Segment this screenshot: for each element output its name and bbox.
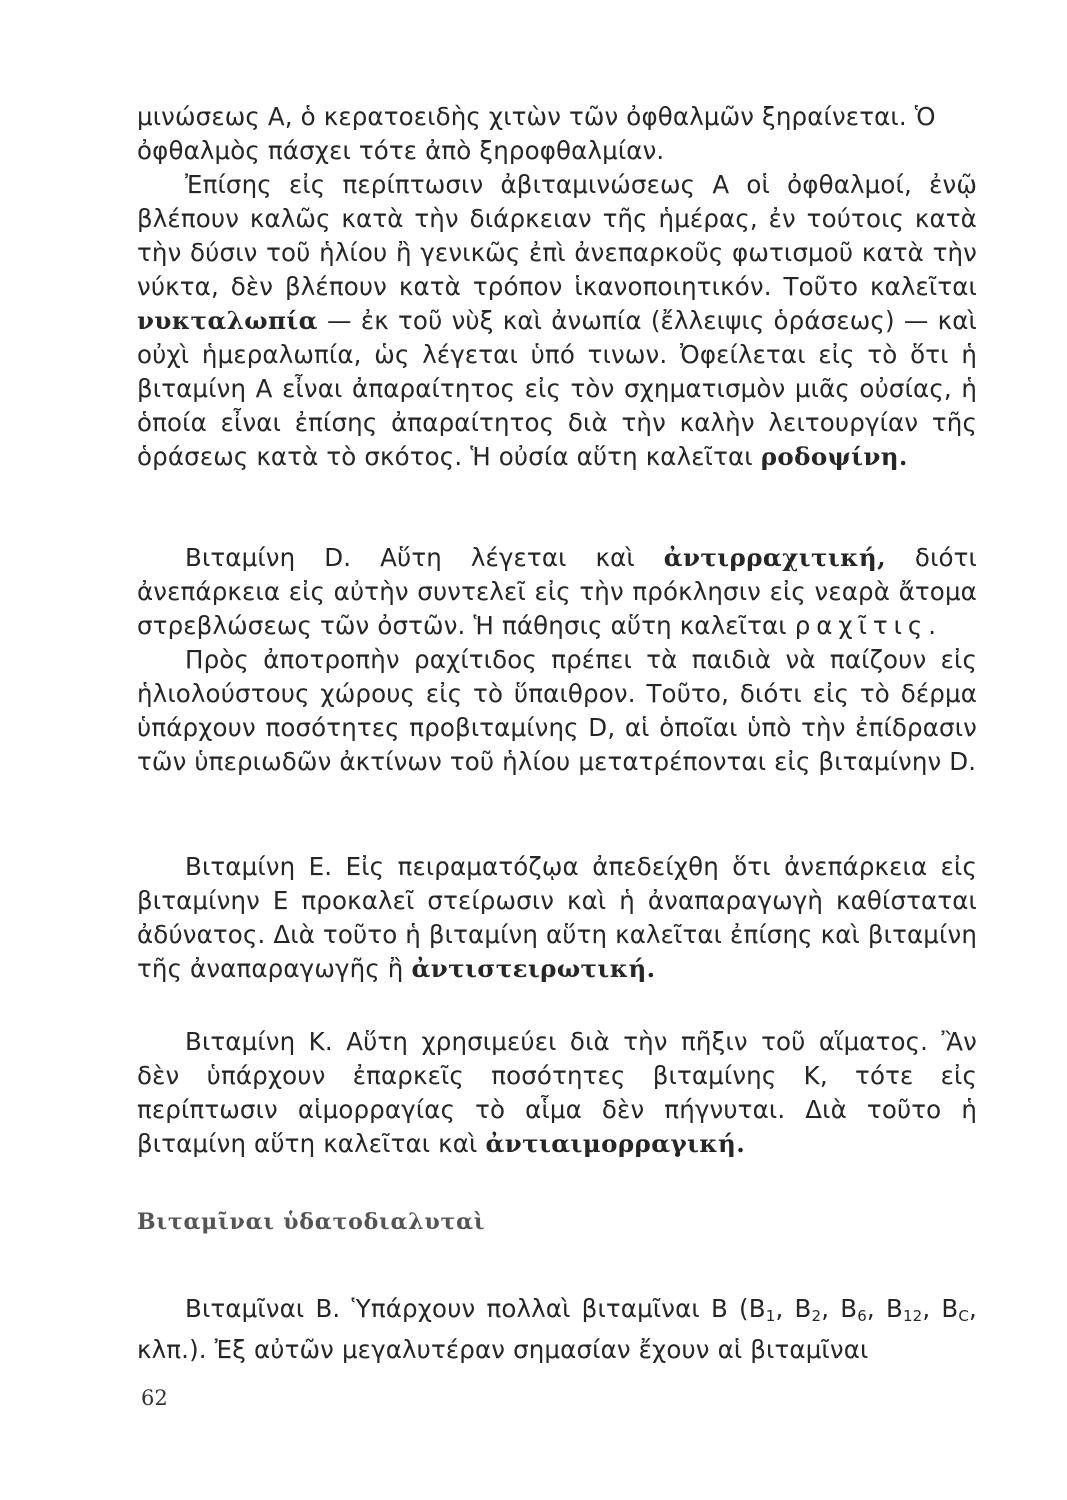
- paragraph-vitamin-d: Βιταμίνη D. Αὕτη λέγεται καὶ ἀντιρραχιτική, διότι ἀνεπάρκεια εἰς αὐτὴν συντελεῖ εἰς τὴν πρόκλησιν εἰς νεαρὰ ἄτομα στρεβλώσεως τῶν ὀστῶν. Ἡ πάθησις αὕτη καλεῖται ραχῖτις. Πρὸς ἀποτροπὴν ραχίτιδος πρέπει τὰ παιδιὰ νὰ παίζουν εἰς ἡλιολούστους χώρους εἰς τὸ ὕπαιθρον. Τοῦτο, διότι εἰς τὸ δέρμα ὑπάρχουν ποσότητες προβιταμίνης D, αἱ ὁποῖαι ὑπὸ τὴν ἐπίδρασιν τῶν ὑπεριωδῶν ἀκτίνων τοῦ ἡλίου μετατρέπονται εἰς βιταμίνην D.: [137, 543, 977, 776]
- page-number: 62: [141, 1386, 168, 1410]
- term-rachitis: ραχῖτις.: [794, 611, 943, 640]
- term-nyktalopia: νυκταλωπία: [137, 306, 318, 335]
- paragraph-vitamin-e: Βιταμίνη Ε. Εἰς πειραματόζῳα ἀπεδείχθη ὅτι ἀνεπάρκεια εἰς βιταμίνην Ε προκαλεῖ στείρωσιν καὶ ἡ ἀναπαραγωγὴ καθίσταται ἀδύνατος. Διὰ τοῦτο ἡ βιταμίνη αὕτη καλεῖται ἐπίσης καὶ βιταμίνη τῆς ἀναπαραγωγῆς ἢ ἀντιστειρωτική.: [137, 852, 977, 983]
- term-antihemorrhagic: ἀντιαιμορραγική.: [485, 1129, 746, 1158]
- paragraph-night-dryness: μινώσεως Α, ὁ κερατοειδὴς χιτὼν τῶν ὀφθαλμῶν ξηραίνεται. Ὁ ὀφθαλμὸς πάσχει τότε ἀπὸ ξηροφθαλμίαν. Ἐπίσης εἰς περίπτωσιν ἀβιταμινώσεως Α οἱ ὀφθαλμοί, ἐνῷ βλέπουν καλῶς κατὰ τὴν διάρκειαν τῆς ἡμέρας, ἐν τούτοις κατὰ τὴν δύσιν τοῦ ἡλίου ἢ γενικῶς ἐπὶ ἀνεπαρκοῦς φωτισμοῦ κατὰ τὴν νύκτα, δὲν βλέπουν κατὰ τρόπον ἱκανοποιητικόν. Τοῦτο καλεῖται νυκταλωπία — ἐκ τοῦ νὺξ καὶ ἀνωπία (ἔλλειψις ὁράσεως) — καὶ οὐχὶ ἡμεραλωπία, ὡς λέγεται ὑπό τινων. Ὀφείλεται εἰς τὸ ὅτι ἡ βιταμίνη Α εἶναι ἀπαραίτητος εἰς τὸν σχηματισμὸν μιᾶς οὐσίας, ἡ ὁποία εἶναι ἐπίσης ἀπαραίτητος διὰ τὴν καλὴν λειτουργίαν τῆς ὁράσεως κατὰ τὸ σκότος. Ἡ οὐσία αὕτη καλεῖται ροδοψίνη.: [137, 102, 977, 471]
- paragraph-vitamin-k: Βιταμίνη Κ. Αὕτη χρησιμεύει διὰ τὴν πῆξιν τοῦ αἵματος. Ἂν δὲν ὑπάρχουν ἐπαρκεῖς ποσότητες βιταμίνης Κ, τότε εἰς περίπτωσιν αἱμορραγίας τὸ αἷμα δὲν πήγνυται. Διὰ τοῦτο ἡ βιταμίνη αὕτη καλεῖται καὶ ἀντιαιμορραγική.: [137, 1027, 977, 1158]
- term-antisterility: ἀντιστειρωτική.: [411, 954, 656, 983]
- section-heading: Βιταμῖναι ὑδατοδιαλυταὶ: [137, 1209, 486, 1235]
- term-antirrachitic: ἀντιρραχιτική,: [663, 543, 886, 572]
- paragraph-vitamin-b: Βιταμῖναι Β. Ὑπάρχουν πολλαὶ βιταμῖναι Β ($B_1$, $B_2$, $B_6$, $B_{12}$, $B_C$, κλπ.). Ἐξ αὐτῶν μεγαλυτέραν σημασίαν ἔχουν αἱ βιταμῖναι: [137, 1294, 977, 1364]
- term-rodopsin: ροδοψίνη.: [760, 442, 908, 471]
